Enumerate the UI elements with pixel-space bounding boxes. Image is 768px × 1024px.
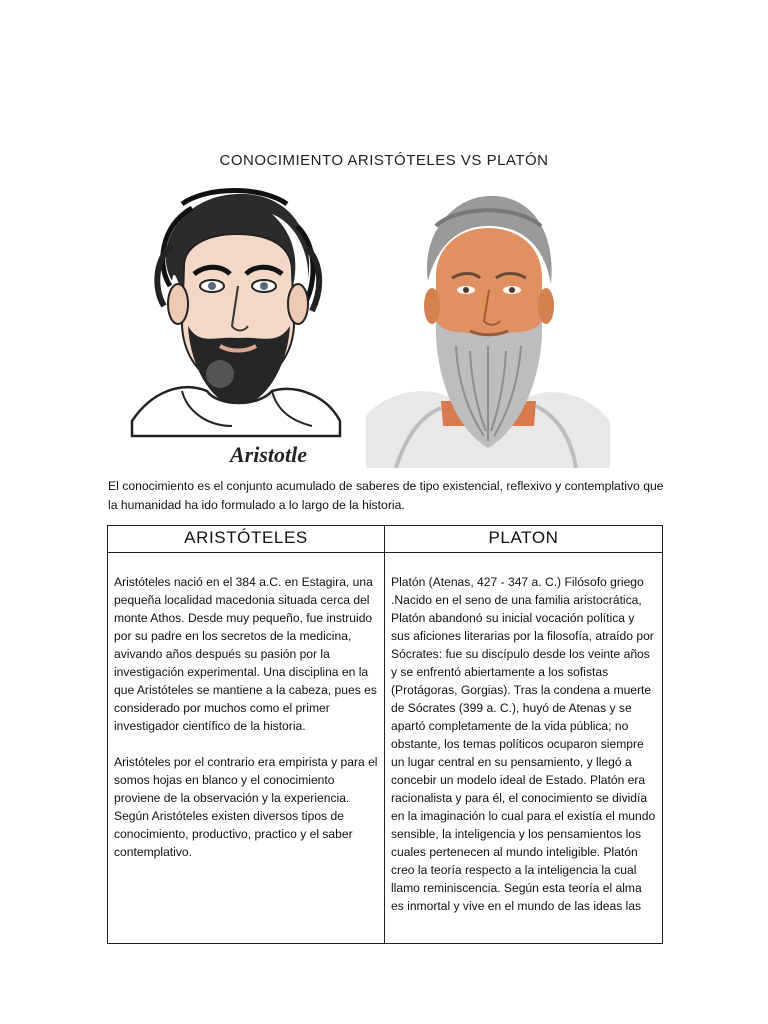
page-title: CONOCIMIENTO ARISTÓTELES VS PLATÓN — [219, 152, 549, 169]
header-plato: PLATON — [385, 526, 663, 553]
aristotle-portrait — [112, 186, 362, 468]
plato-painting-image — [366, 186, 610, 468]
comparison-table — [107, 525, 663, 944]
table-body-row — [108, 553, 663, 944]
aristotle-signature: Aristotle — [230, 442, 308, 467]
aristotle-bio-paragraph: Aristóteles nació en el 384 a.C. en Estagira, una pequeña localidad macedonia situada cerca del monte Athos. Desde muy pequeño, fue instruido por su padre en los secretos de la medicina, avivando años después su pasión por la investigación experimental. Una disciplina en la que Aristóteles se mantiene a la cabeza, pues es considerado por muchos como el primer investigador científico de la historia. — [114, 575, 377, 733]
header-aristotle: ARISTÓTELES — [108, 526, 385, 553]
aristotle-knowledge-paragraph: Aristóteles por el contrario era empirista y para el somos hojas en blanco y el conocimiento proviene de la observación y la experiencia. Según Aristóteles existen diversos tipos de conocimiento, productivo, practico y el saber contemplativo. — [114, 755, 378, 859]
plato-bio-paragraph: Platón (Atenas, 427 - 347 a. C.) Filósofo griego .Nacido en el seno de una familia aristocrática, Platón abandonó su inicial vocación política y sus aficiones literarias por la filosofía, atraído por Sócrates: fue su discípulo desde los veinte años y se enfrentó abiertamente a los sofistas (Protágoras, Gorgias). Tras la condena a muerte de Sócrates (399 a. C.), huyó de Atenas y se apartó completamente de la vida pública; no obstante, los temas políticos ocuparon siempre un lugar central en su pensamiento, y llegó a concebir un modelo ideal de Estado. Platón era racionalista y para él, el conocimiento se dividía en la imaginación lo cual para el existía el mundo sensible, la inteligencia y los pensamientos los cuales pertenecen al mundo inteligible. Platón creo la teoría respecto a la inteligencia la cual llamo reminiscencia. Según esta teoría el alma es inmortal y vive en el mundo de las ideas las — [391, 575, 656, 913]
table-header-row — [108, 526, 663, 553]
plato-portrait — [366, 186, 610, 468]
aristotle-cell — [108, 553, 385, 944]
intro-paragraph: El conocimiento es el conjunto acumulado de saberes de tipo existencial, reflexivo y contemplativo que la humanidad ha ido formulado a lo largo de la historia. — [108, 479, 664, 512]
plato-cell — [385, 553, 663, 944]
aristotle-sketch-image — [112, 186, 362, 468]
